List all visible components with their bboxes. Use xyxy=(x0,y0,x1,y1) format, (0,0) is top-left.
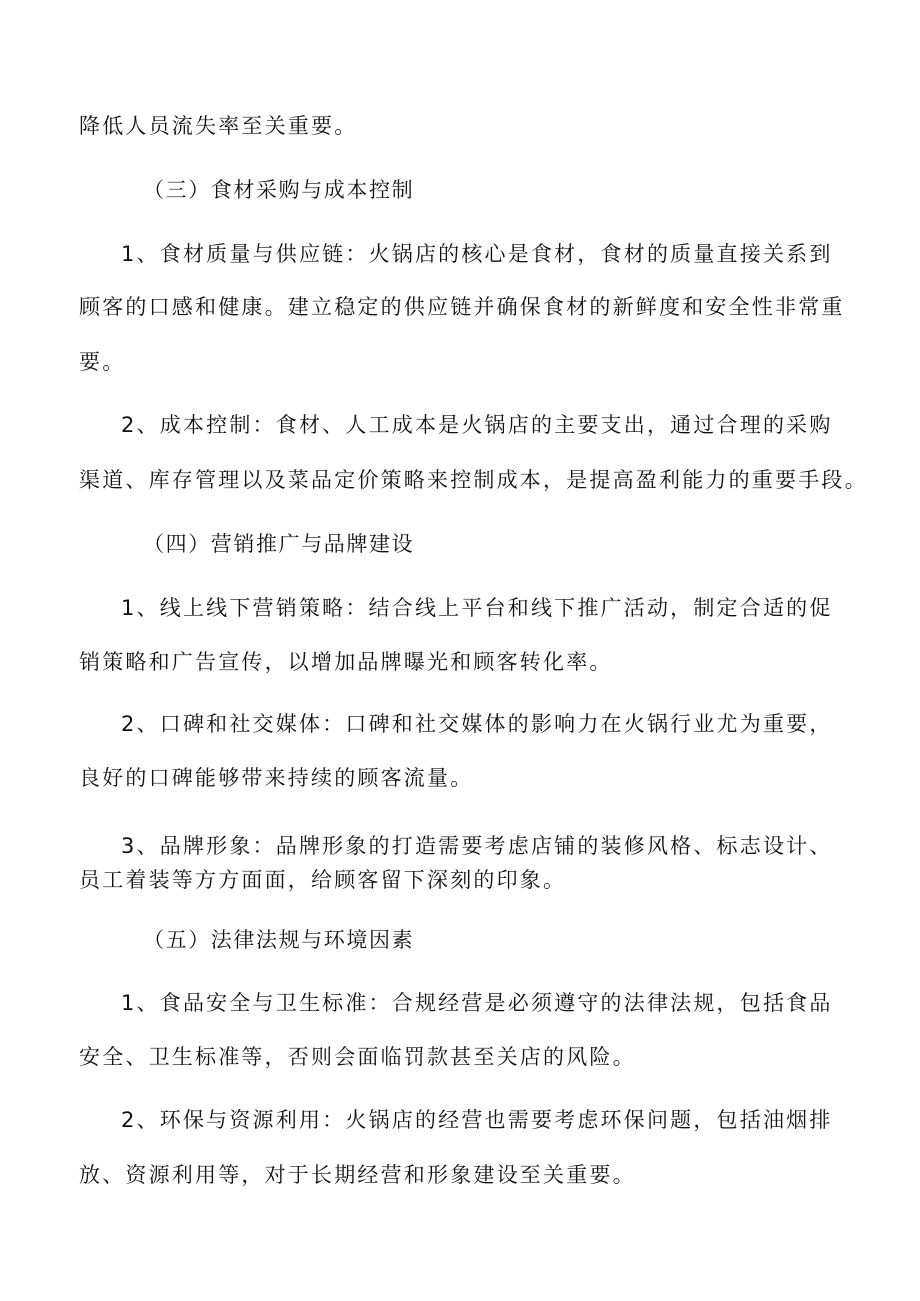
paragraph-line: 3、品牌形象：品牌形象的打造需要考虑店铺的装修风格、标志设计、 xyxy=(121,834,833,858)
paragraph-line: 1、线上线下营销策略：结合线上平台和线下推广活动，制定合适的促 xyxy=(121,596,833,620)
paragraph-line: 销策略和广告宣传，以增加品牌曝光和顾客转化率。 xyxy=(79,650,613,674)
paragraph-line: 1、食品安全与卫生标准：合规经营是必须遵守的法律法规，包括食品 xyxy=(121,991,833,1015)
paragraph-line: 2、环保与资源利用：火锅店的经营也需要考虑环保问题，包括油烟排 xyxy=(121,1108,833,1132)
paragraph-line: 要。 xyxy=(79,350,126,374)
paragraph-line: 2、成本控制：食材、人工成本是火锅店的主要支出，通过合理的采购 xyxy=(121,413,833,437)
paragraph-line: 1、食材质量与供应链：火锅店的核心是食材，食材的质量直接关系到 xyxy=(121,242,833,266)
paragraph-line: 良好的口碑能够带来持续的顾客流量。 xyxy=(79,766,474,790)
paragraph-line: 降低人员流失率至关重要。 xyxy=(79,114,358,138)
paragraph-line: 安全、卫生标准等，否则会面临罚款甚至关店的风险。 xyxy=(79,1045,636,1069)
paragraph-line: 渠道、库存管理以及菜品定价策略来控制成本，是提高盈利能力的重要手段。 xyxy=(79,468,868,492)
paragraph-line: 放、资源利用等，对于长期经营和形象建设至关重要。 xyxy=(79,1163,636,1187)
paragraph-line: 员工着装等方方面面，给顾客留下深刻的印象。 xyxy=(79,868,567,892)
section-heading: （三）食材采购与成本控制 xyxy=(143,178,415,202)
section-heading: （四）营销推广与品牌建设 xyxy=(143,532,415,556)
section-heading: （五）法律法规与环境因素 xyxy=(143,928,415,952)
paragraph-line: 顾客的口感和健康。建立稳定的供应链并确保食材的新鲜度和安全性非常重 xyxy=(79,295,845,319)
paragraph-line: 2、口碑和社交媒体：口碑和社交媒体的影响力在火锅行业尤为重要， xyxy=(121,712,833,736)
